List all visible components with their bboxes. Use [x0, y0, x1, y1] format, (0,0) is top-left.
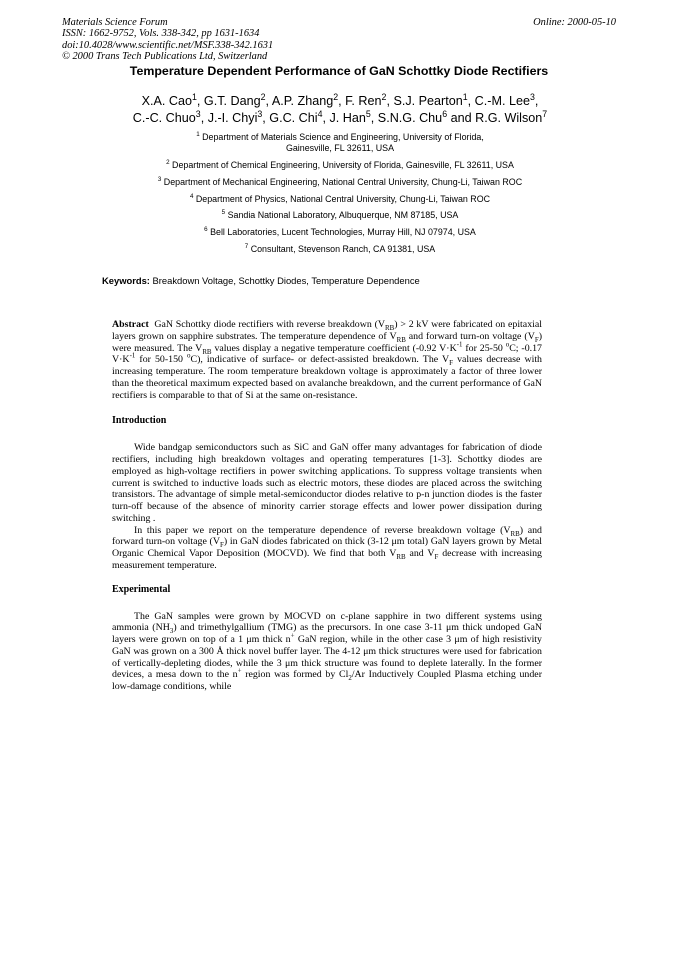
author-name: C.-M. Lee — [474, 94, 530, 108]
paper-body — [112, 319, 542, 693]
author-affiliation-mark: 4 — [317, 108, 323, 119]
author-affiliation-mark: 1 — [192, 91, 197, 102]
affiliation-number: 4 — [189, 192, 194, 200]
affiliation-number: 6 — [204, 225, 208, 233]
author-name: A.P. Zhang — [271, 94, 334, 108]
introduction-paragraph: In this paper we report on the temperature dependence of reverse breakdown voltage $(V_{RB})$ and forward turn-on voltage $(V_F)$ in GaN diodes fabricated on thick (3-12 μm total) GaN layers grown by Metal Organic Chemical Vapor Deposition (MOCVD). We find that both $V_{RB}$ and $V_F$ decrease with increasing measurement temperature. — [112, 524, 543, 571]
author-name: C.-C. Chuo — [132, 110, 196, 125]
affiliation-text: Department of Chemical Engineering, University of Florida, Gainesville, FL 32611, USA — [169, 160, 514, 171]
author-name: G.T. Dang — [203, 94, 261, 108]
keywords — [102, 275, 582, 286]
copyright-line: © 2000 Trans Tech Publications Ltd, Switzerland — [62, 51, 268, 63]
affiliation-text: Consultant, Stevenson Ranch, CA 91381, USA — [248, 243, 436, 254]
introduction-heading: Introduction — [112, 415, 167, 427]
author-line: X.A. Cao$^1$, G.T. Dang$^2$, A.P. Zhang$^2$, F. Ren$^2$, S.J. Pearton$^1$, C.-M. Lee$^3$, — [141, 91, 539, 108]
affiliation-text: Department of Materials Science and Engineering, University of Florida, — [199, 132, 484, 142]
affiliation — [60, 177, 620, 188]
author-line: C.-C. Chuo$^3$, J.-I. Chyi$^3$, G.C. Chi$^4$, J. Han$^5$, S.N.G. Chu$^6$ and R.G. Wilson$^7$ — [132, 108, 548, 125]
affiliation — [60, 227, 620, 238]
author-name: J.-I. Chyi — [207, 110, 258, 125]
paper-title: Temperature Dependent Performance of GaN Schottky Diode Rectifiers — [129, 64, 549, 78]
affiliation — [60, 244, 620, 255]
doi-line: doi:10.4028/www.scientific.net/MSF.338-342.1631 — [62, 39, 274, 51]
affiliation — [60, 160, 620, 171]
author-affiliation-mark: 2 — [381, 91, 387, 102]
publication-metadata — [62, 17, 442, 63]
experimental-heading: Experimental — [112, 583, 171, 595]
author-affiliation-mark: 2 — [260, 91, 266, 102]
journal-name: Materials Science Forum — [62, 17, 168, 28]
affiliation — [60, 194, 620, 205]
author-name: S.J. Pearton — [393, 94, 463, 108]
abstract-label: Abstract — [112, 319, 149, 330]
affiliation-number: 5 — [221, 209, 226, 217]
author-affiliation-mark: 2 — [333, 91, 339, 102]
author-affiliation-mark: 3 — [529, 91, 535, 102]
experimental-paragraph: The GaN samples were grown by MOCVD on c-plane sapphire in two different systems using ammonia $(NH_3)$ and trimethylgallium (TMG) as the precursors. In one case 3-11 μm thick undoped GaN layers were grown on top of a 1 μm thick n+ GaN region, while in the other case 3 μm of high resistivity GaN was grown on a 300 Å thick novel buffer layer. The 4-12 μm thick structures were used for fabrication of vertically-depleting diodes, while the 3 μm thick structure was found to deplete laterally. In the former devices, a mesa down to the n+ region was formed by $Cl_2/Ar$ Inductively Coupled Plasma etching under low-damage conditions, while — [112, 610, 542, 692]
author-affiliation-mark: 3 — [195, 108, 201, 119]
affiliation — [60, 210, 620, 221]
affiliation-text: Department of Mechanical Engineering, National Central University, Chung-Li, Taiwan ROC — [161, 176, 523, 187]
affiliation-text: Gainesville, FL 32611, USA — [285, 143, 395, 154]
keywords-label: Keywords: — [102, 275, 150, 286]
author-name: J. Han — [329, 110, 366, 125]
author-name: R.G. Wilson — [475, 110, 543, 125]
affiliation-text: Sandia National Laboratory, Albuquerque, NM 87185, USA — [225, 210, 459, 221]
author-name: X.A. Cao — [141, 94, 193, 108]
author-affiliation-mark: 7 — [542, 108, 548, 119]
abstract — [112, 319, 542, 401]
author-list — [70, 93, 610, 126]
online-date: Online: 2000-05-10 — [533, 17, 616, 28]
affiliation — [60, 132, 620, 155]
affiliation-list — [60, 132, 620, 260]
abstract-text: GaN Schottky diode rectifiers with reverse breakdown $(V_{RB}) > 2$ kV were fabricated on epitaxial layers grown on sapphire substrates. The temperature dependence of $V_{RB}$ and forward turn-on voltage $(V_F)$ were measured. The $V_{RB}$ values display a negative temperature coefficient (-0.92 $V\cdot K^{-1}$ for 25-50 $^o$C; -0.17 $V\cdot K^{-1}$ for 50-150 $^o$C), indicative of surface- or defect-assisted breakdown. The $V_F$ values decrease with increasing temperature. The room temperature breakdown voltage is approximately a factor of three lower than the theoretical maximum expected based on avalanche breakdown, and the current performance of GaN rectifiers is comparable to that of Si at the same on-resistance. — [112, 319, 542, 401]
affiliation-number: 7 — [244, 242, 249, 250]
author-name: S.N.G. Chu — [377, 110, 443, 125]
affiliation-number: 3 — [157, 175, 162, 183]
author-affiliation-mark: 3 — [257, 108, 263, 119]
introduction-paragraph: Wide bandgap semiconductors such as SiC and GaN offer many advantages for fabrication of diode rectifiers, including high breakdown voltages and operating temperatures [1-3]. Schottky diodes are employed as high-voltage rectifiers in power switching applications. To suppress voltage transients when current is switched to inductive loads such as electric motors, these diodes are placed across the switching transistors. The advantage of simple metal-semiconductor diodes relative to p-n junction diodes is the faster turn-off because of the absence of minority carrier storage effects and lower power dissipation during switching . — [112, 442, 542, 524]
author-name: F. Ren — [345, 94, 382, 108]
issn-line: ISSN: 1662-9752, Vols. 338-342, pp 1631-1634 — [62, 28, 260, 40]
affiliation-text: Bell Laboratories, Lucent Technologies, Murray Hill, NJ 07974, USA — [207, 226, 476, 237]
author-affiliation-mark: 1 — [462, 91, 468, 102]
author-affiliation-mark: 6 — [442, 108, 448, 119]
affiliation-number: 2 — [166, 159, 170, 167]
keywords-text: Breakdown Voltage, Schottky Diodes, Temperature Dependence — [152, 275, 420, 286]
author-affiliation-mark: 5 — [365, 108, 371, 119]
author-name: G.C. Chi — [269, 110, 318, 125]
affiliation-text: Department of Physics, National Central University, Chung-Li, Taiwan ROC — [193, 193, 491, 204]
affiliation-number: 1 — [196, 131, 200, 139]
